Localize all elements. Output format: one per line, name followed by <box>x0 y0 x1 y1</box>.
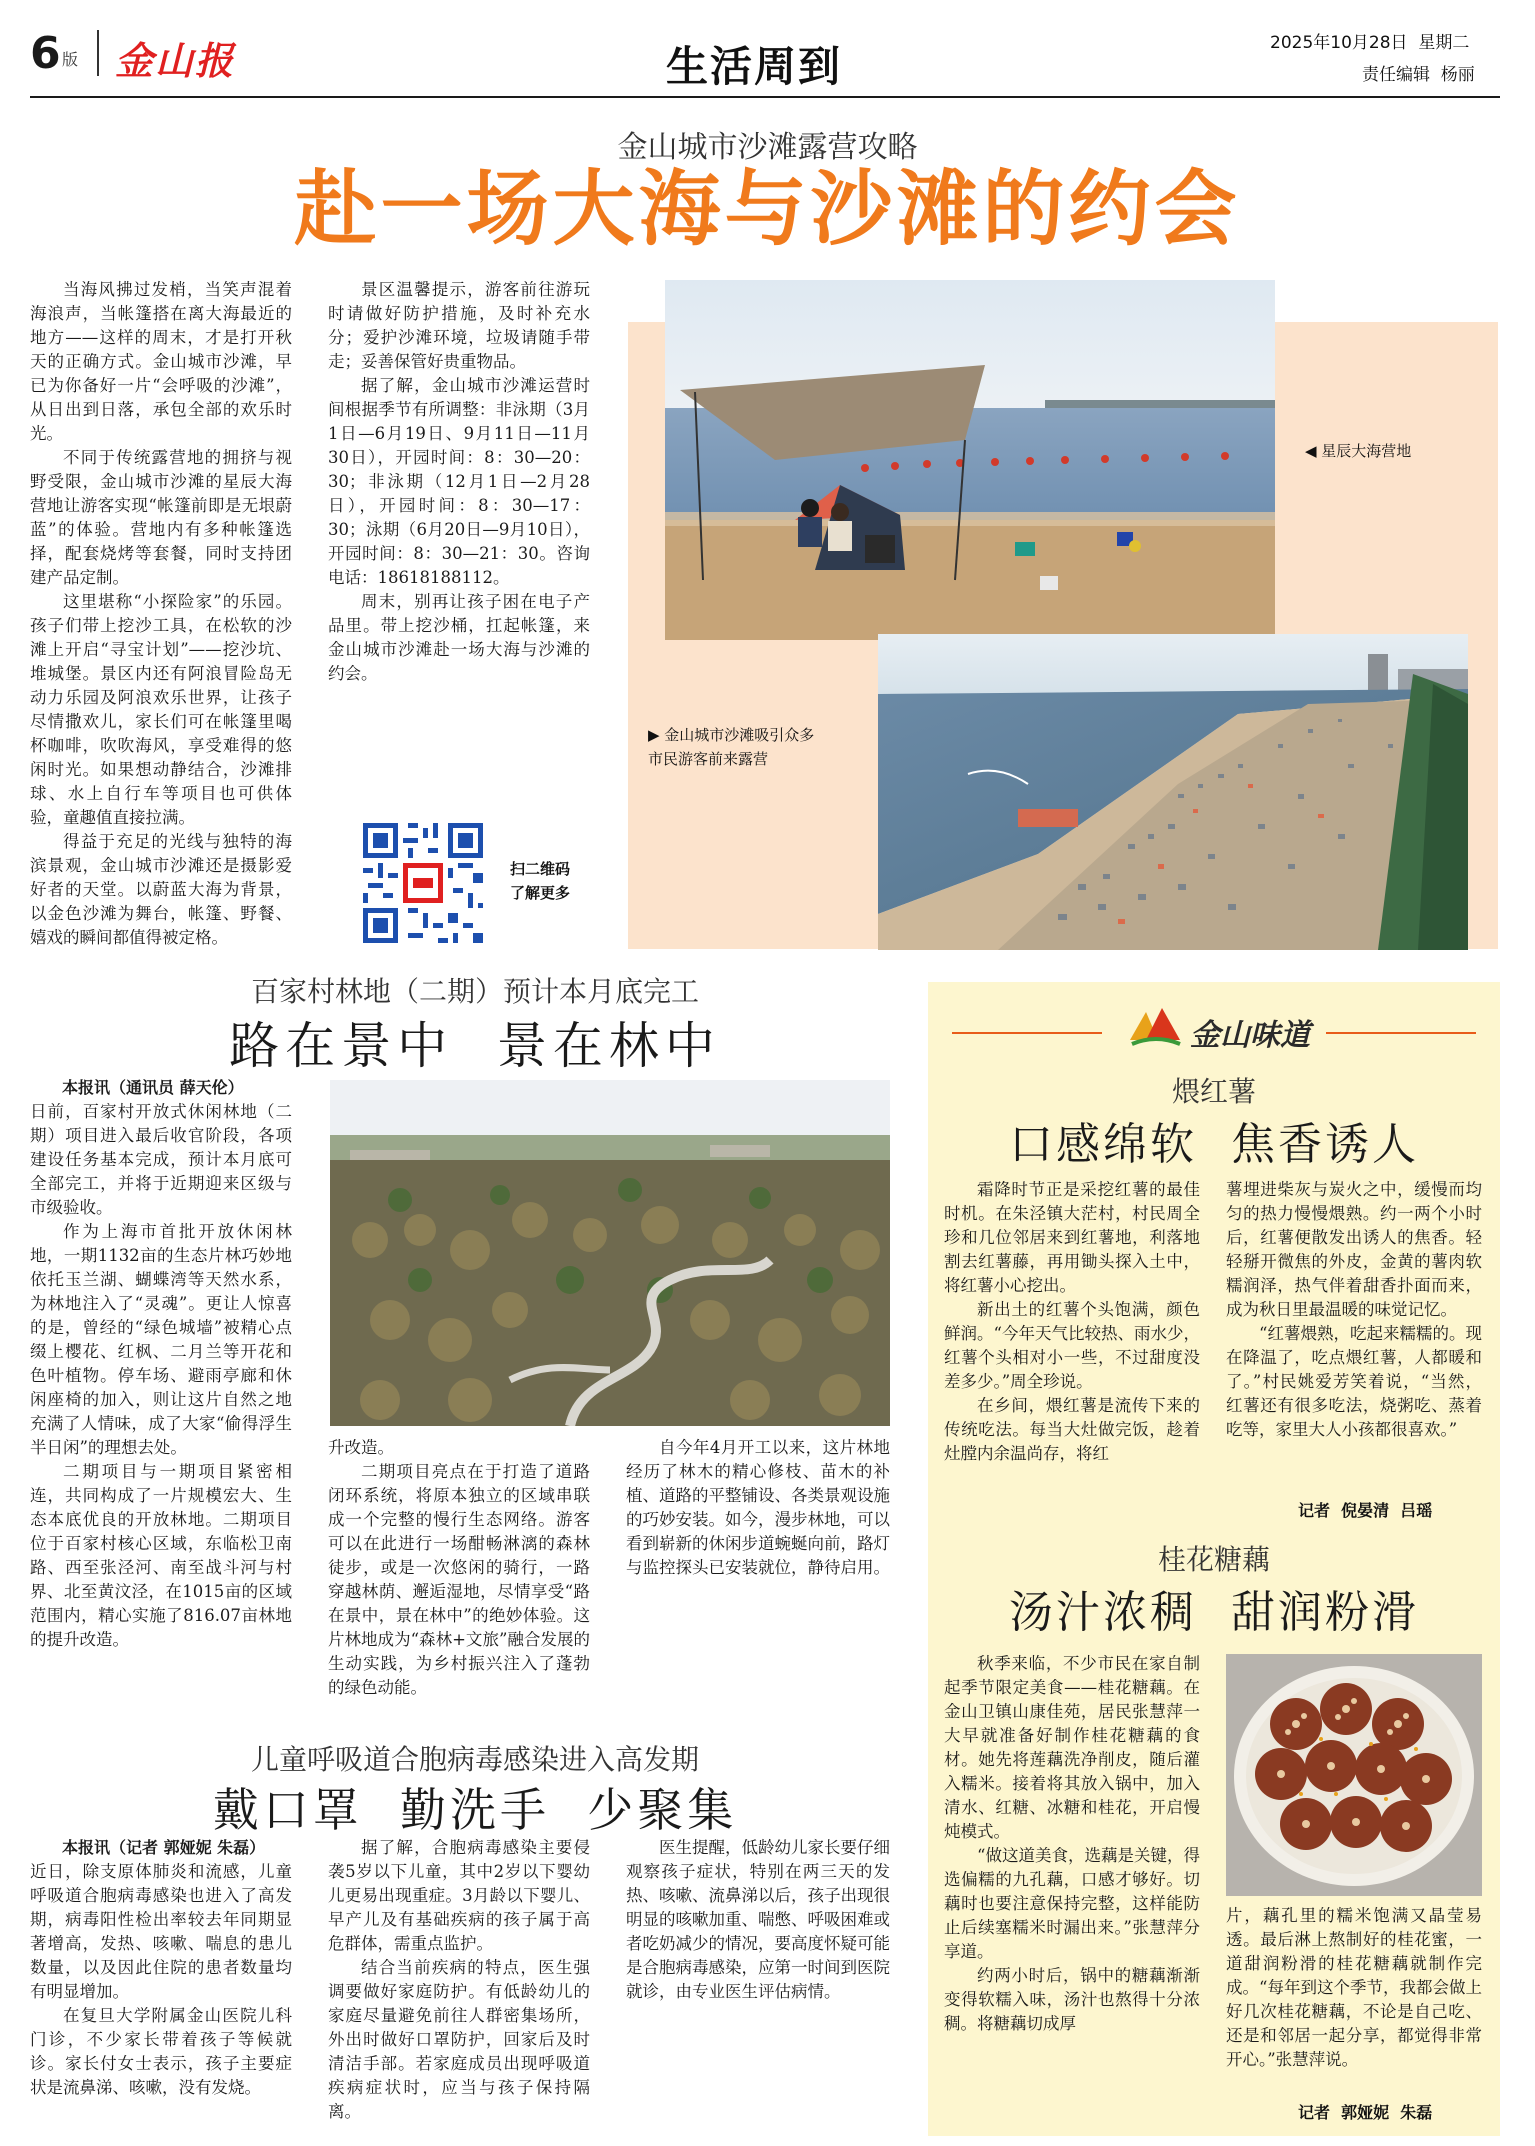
flavor-story2-col2 <box>1226 1904 1482 2106</box>
article-forest-headline: 路在景中 景在林中 <box>229 1017 721 1075</box>
flavor-rule-left <box>952 1032 1102 1034</box>
article-forest-p3: 二期项目与一期项目紧密相连，共同构成了一片规模宏大、生态本底优良的开放林地。二期项目位于百家村核心区域，东临松卫南路、西至张泾河、南至战斗河与村界、北至黄汶泾，在1015亩的区域范围内，精心实施了816.07亩林地的提升改造。 <box>30 1462 292 1649</box>
article-rsv-col2 <box>328 1836 590 2136</box>
flavor-rule-right <box>1326 1032 1476 1034</box>
qr-caption-2: 了解更多 <box>510 884 571 902</box>
flavor-story1-p3-cont: 薯埋进柴灰与炭火之中，缓慢而均匀的热力慢慢煨熟。约一两个小时后，红薯便散发出诱人的焦香。轻轻掰开微焦的外皮，金黄的薯肉软糯润泽，热气伴着甜香扑面而来，成为秋日里最温暖的味觉记忆。 <box>1226 1180 1482 1319</box>
flavor-story1-p1: 霜降时节正是采挖红薯的最佳时机。在朱泾镇大茫村，村民周全珍和几位邻居来到红薯地，利落地割去红薯藤，再用锄头探入土中，将红薯小心挖出。 <box>944 1180 1200 1295</box>
flavor-story1-col1 <box>944 1178 1200 1508</box>
photo-starry-sea-camp <box>665 280 1275 640</box>
article-forest-kicker: 百家村林地（二期）预计本月底完工 <box>250 975 699 1008</box>
article-rsv-p3: 据了解，合胞病毒感染主要侵袭5岁以下儿童，其中2岁以下婴幼儿更易出现重症。3月龄以下婴儿、早产儿及有基础疾病的孩子属于高危群体，需重点监护。 <box>328 1838 590 1953</box>
article-beach-p2: 不同于传统露营地的拥挤与视野受限，金山城市沙滩的星辰大海营地让游客实现“帐篷前即是无垠蔚蓝”的体验。营地内有多种帐篷选择，配套烧烤等套餐，同时支持团建产品定制。 <box>30 448 292 587</box>
article-beach-p1: 当海风拂过发梢，当笑声混着海浪声，当帐篷搭在离大海最近的地方——这样的周末，才是打开秋天的正确方式。金山城市沙滩，早已为你备好一片“会呼吸的沙滩”，从日出到日落，承包全部的欢乐时光。 <box>30 280 292 443</box>
flavor-story1-p3: 在乡间，煨红薯是流传下来的传统吃法。每当大灶做完饭，趁着灶膛内余温尚存，将红 <box>944 1396 1200 1463</box>
article-forest-col3 <box>626 1436 890 1726</box>
masthead <box>0 0 1535 100</box>
article-beach-p6: 据了解，金山城市沙滩运营时间根据季节有所调整：非泳期（3月1日—6月19日、9月11日—11月30日），开园时间：8：30—20：30；非泳期（12月1日—2月28日），开园时间：8：30—17：30；泳期（6月20日—9月10日），开园时间：8：30—21：30。咨询电话：18618188112。 <box>328 376 590 587</box>
article-forest-col2 <box>328 1436 590 1726</box>
flavor-story1-byline: 记者 倪晏清 吕瑶 <box>1298 1501 1433 1520</box>
masthead-rule <box>30 96 1500 98</box>
article-rsv-col1 <box>30 1836 292 2136</box>
page-number: 6 <box>30 28 61 79</box>
aerial-beach-image <box>878 634 1468 950</box>
flavor-story2-p3: 约两小时后，锅中的糖藕渐渐变得软糯入味，汤汁也熬得十分浓稠。将糖藕切成厚 <box>944 1966 1200 2033</box>
article-rsv-byline: 本报讯（记者 郭娅妮 朱磊） <box>62 1838 266 1857</box>
article-forest-p5: 自今年4月开工以来，这片林地经历了林木的精心修枝、苗木的补植、道路的平整铺设、各类景观设施的巧妙安装。如今，漫步林地，可以看到崭新的休闲步道蜿蜒向前，路灯与监控探头已安装就位，静待启用。 <box>626 1438 890 1577</box>
qr-code[interactable] <box>358 818 488 948</box>
photo-forest-park <box>330 1080 890 1426</box>
flavor-story2-p2: “做这道美食，选藕是关键，得选偏糯的九孔藕，口感才够好。切藕时也要注意保持完整，这样能防止后续塞糯米时漏出来。”张慧萍分享道。 <box>944 1846 1200 1961</box>
section-title: 生活周到 <box>666 42 843 91</box>
article-rsv-kicker: 儿童呼吸道合胞病毒感染进入高发期 <box>250 1743 699 1776</box>
flavor-story2-p3-cont: 片，藕孔里的糯米饱满又晶莹易透。最后淋上熬制好的桂花蜜，一道甜润粉滑的桂花糖藕就制作完成。“每年到这个季节，我都会做上好几次桂花糖藕，不论是自己吃、还是和邻居一起分享，都觉得非常开心。”张慧萍说。 <box>1226 1906 1482 2069</box>
article-forest-byline: 本报讯（通讯员 薛天伦） <box>62 1078 244 1097</box>
article-beach-col1 <box>30 278 292 954</box>
flavor-column-title: 金山味道 <box>1190 1018 1310 1053</box>
article-beach-p7: 周末，别再让孩子困在电子产品里。带上挖沙桶，扛起帐篷，来金山城市沙滩赴一场大海与沙滩的约会。 <box>328 592 590 683</box>
article-rsv-col3 <box>626 1836 890 2136</box>
flavor-story1-col2 <box>1226 1178 1482 1488</box>
page-suffix: 版 <box>62 50 79 69</box>
article-beach-p3: 这里堪称“小探险家”的乐园。孩子们带上挖沙工具，在松软的沙滩上开启“寻宝计划”——挖沙坑、堆城堡。景区内还有阿浪冒险岛无动力乐园及阿浪欢乐世界，让孩子尽情撒欢儿，家长们可在帐篷里喝杯咖啡，吹吹海风，享受难得的悠闲时光。如果想动静结合，沙滩排球、水上自行车等项目也可供体验，童趣值直接拉满。 <box>30 592 292 827</box>
flavor-column-box <box>928 982 1500 2136</box>
flavor-story2-col1 <box>944 1652 1200 2106</box>
photo-starry-sea-caption: ◀ 星辰大海营地 <box>1305 442 1412 460</box>
flavor-story1-p4: “红薯煨熟，吃起来糯糯的。现在降温了，吃点煨红薯，人都暖和了。”村民姚爱芳笑着说，“当然，红薯还有很多吃法，烧粥吃、蒸着吃等，家里大人小孩都很喜欢。” <box>1226 1324 1482 1439</box>
qr-code-graphic <box>358 818 488 948</box>
article-rsv-headline: 戴口罩 勤洗手 少聚集 <box>212 1783 738 1837</box>
editor-credit: 责任编辑 杨丽 <box>1362 65 1475 85</box>
article-beach-headline: 赴一场大海与沙滩的约会 <box>294 162 1241 257</box>
mountain-logo-icon <box>1128 1006 1184 1050</box>
article-forest-p1: 日前，百家村开放式休闲林地（二期）项目进入最后收官阶段，各项建设任务基本完成，预计本月底可全部完工，并将于近期迎来区级与市级验收。 <box>30 1102 292 1217</box>
issue-date: 2025年10月28日 星期二 <box>1270 33 1470 53</box>
paper-logo: 金山报 <box>115 38 236 83</box>
flavor-story1-kicker: 煨红薯 <box>1171 1075 1256 1108</box>
lotus-root-image <box>1226 1654 1482 1896</box>
flavor-story2-headline: 汤汁浓稠 甜润粉滑 <box>1009 1587 1419 1638</box>
article-rsv-p1: 近日，除支原体肺炎和流感，儿童呼吸道合胞病毒感染也进入了高发期，病毒阳性检出率较去年同期显著增高，发热、咳嗽、喘息的患儿数量，以及因此住院的患者数量均有明显增加。 <box>30 1862 292 2001</box>
flavor-story1-headline: 口感绵软 焦香诱人 <box>1009 1119 1419 1170</box>
flavor-story2-kicker: 桂花糖藕 <box>1157 1543 1270 1576</box>
article-forest-p2: 作为上海市首批开放休闲林地，一期1132亩的生态片林巧妙地依托玉兰湖、蝴蝶湾等天然水系，为林地注入了“灵魂”。更让人惊喜的是，曾经的“绿色城墙”被精心点缀上樱花、红枫、二月兰等开花和色叶植物。停车场、避雨亭廊和休闲座椅的加入，则让这片自然之地充满了人情味，成了大家“偷得浮生半日闲”的理想去处。 <box>30 1222 292 1457</box>
flavor-story2-p1: 秋季来临，不少市民在家自制起季节限定美食——桂花糖藕。在金山卫镇山康佳苑，居民张慧萍一大早就准备好制作桂花糖藕的食材。她先将莲藕洗净削皮，随后灌入糯米。接着将其放入锅中，加入清水、红糖、冰糖和桂花，开启慢炖模式。 <box>944 1654 1200 1841</box>
flavor-story2-byline: 记者 郭娅妮 朱磊 <box>1298 2103 1433 2122</box>
masthead-divider <box>97 30 99 76</box>
photo-aerial-caption-2: 市民游客前来露营 <box>648 750 769 768</box>
photo-aerial-beach <box>878 634 1468 950</box>
article-rsv-p4: 结合当前疾病的特点，医生强调要做好家庭防护。有低龄幼儿的家庭尽量避免前往人群密集场所，外出时做好口罩防护，回家后及时清洁手部。若家庭成员出现呼吸道疾病症状时，应当与孩子保持隔离。 <box>328 1958 590 2121</box>
flavor-story1-p2: 新出土的红薯个头饱满，颜色鲜润。“今年天气比较热、雨水少，红薯个头相对小一些，不过甜度没差多少。”周全珍说。 <box>944 1300 1200 1391</box>
forest-aerial-image <box>330 1080 890 1426</box>
article-beach-kicker: 金山城市沙滩露营攻略 <box>617 130 918 165</box>
photo-osmanthus-lotus-root <box>1226 1654 1482 1896</box>
article-beach-col2 <box>328 278 590 708</box>
qr-caption-1: 扫二维码 <box>510 860 571 878</box>
article-rsv-p5: 医生提醒，低龄幼儿家长要仔细观察孩子症状，特别在两三天的发热、咳嗽、流鼻涕以后，孩子出现很明显的咳嗽加重、喘憋、呼吸困难或者吃奶减少的情况，要高度怀疑可能是合胞病毒感染，应第一时间到医院就诊，由专业医生评估病情。 <box>626 1838 890 2001</box>
article-rsv-p2: 在复旦大学附属金山医院儿科门诊，不少家长带着孩子等候就诊。家长付女士表示，孩子主要症状是流鼻涕、咳嗽，没有发烧。 <box>30 2006 292 2097</box>
article-forest-p3-cont: 升改造。 <box>328 1438 394 1457</box>
article-beach-p5: 景区温馨提示，游客前往游玩时请做好防护措施，及时补充水分；爱护沙滩环境，垃圾请随手带走；妥善保管好贵重物品。 <box>328 280 590 371</box>
photo-aerial-caption-1: ▶ 金山城市沙滩吸引众多 <box>648 726 815 744</box>
camp-tent-image <box>665 280 1275 640</box>
article-beach-p4: 得益于充足的光线与独特的海滨景观，金山城市沙滩还是摄影爱好者的天堂。以蔚蓝大海为背景，以金色沙滩为舞台，帐篷、野餐、嬉戏的瞬间都值得被定格。 <box>30 832 292 947</box>
article-forest-p4: 二期项目亮点在于打造了道路闭环系统，将原本独立的区域串联成一个完整的慢行生态网络。游客可以在此进行一场酣畅淋漓的森林徒步，或是一次悠闲的骑行，一路穿越林荫、邂逅湿地，尽情享受“路在景中，景在林中”的绝妙体验。这片林地成为“森林+文旅”融合发展的生动实践，为乡村振兴注入了蓬勃的绿色动能。 <box>328 1462 590 1697</box>
article-forest-col1 <box>30 1076 292 1726</box>
